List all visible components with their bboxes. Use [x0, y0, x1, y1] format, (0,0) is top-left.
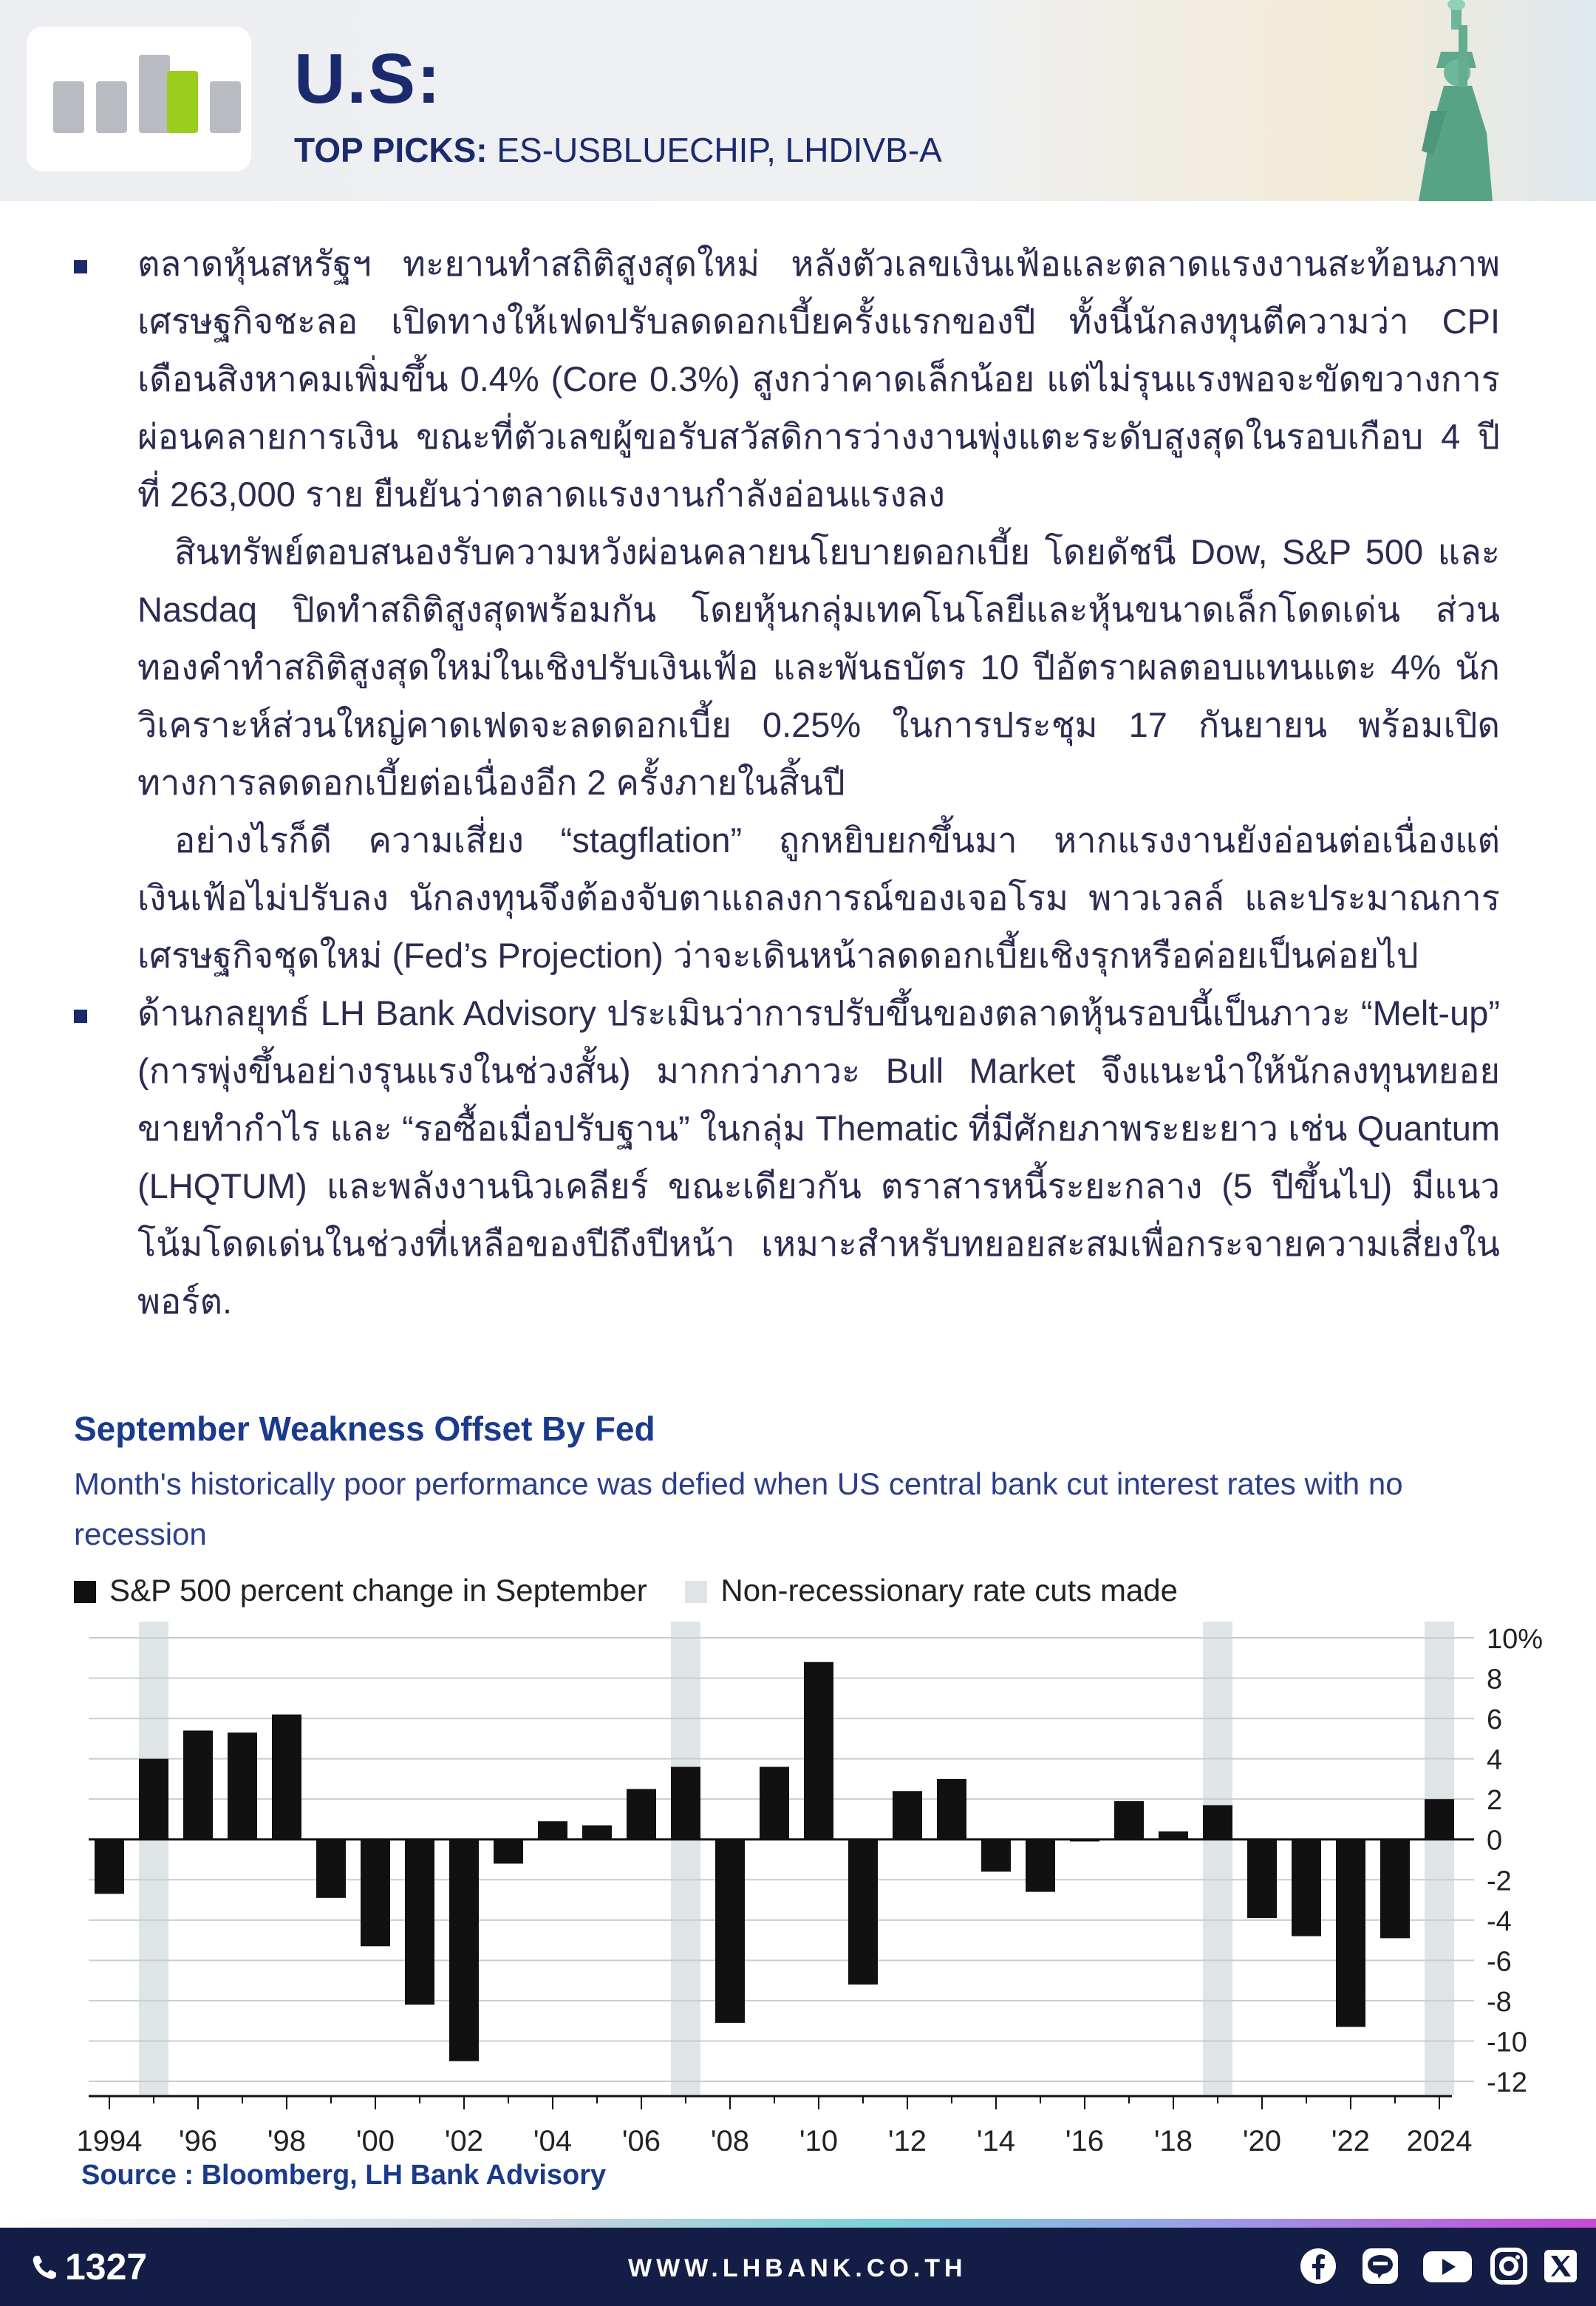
bar-2002 [449, 1840, 479, 2061]
x-tick-label: '14 [976, 2125, 1016, 2151]
y-tick-label: -10 [1487, 2027, 1527, 2058]
x-tick-label: 1994 [76, 2125, 143, 2151]
y-tick-label: 10% [1487, 1624, 1544, 1655]
legend-item-rate-cuts [685, 1573, 1178, 1608]
paragraph-text: ด้านกลยุทธ์ LH Bank Advisory ประเมินว่าการปรับขึ้นของตลาดหุ้นรอบนี้เป็นภาวะ “Melt-up” (การพุ่งขึ้นอย่างรุนแรงในช่วงสั้น) มากกว่าภาวะ Bull Market จึงแนะนำให้นักลงทุนทยอยขายทำกำไร และ “รอซื้อเมื่อปรับฐาน” ในกลุ่ม Thematic ที่มีศักยภาพระยะยาว เช่น Quantum (LHQTUM) และพลังงานนิวเคลียร์ ขณะเดียวกัน ตราสารหนี้ระยะกลาง (5 ปีขึ้นไป) มีแนวโน้มโดดเด่นในช่วงที่เหลือของปีถึงปีหน้า เหมาะสำหรับทยอยสะสมเพื่อกระจายความเสี่ยงในพอร์ต. [137, 993, 1500, 1321]
bar-2023 [1380, 1840, 1410, 1939]
facebook-icon[interactable] [1299, 2247, 1337, 2285]
x-tick-label: '20 [1242, 2125, 1282, 2151]
bar-1997 [228, 1732, 257, 1840]
bar-2007 [671, 1767, 700, 1840]
bar-1999 [316, 1840, 346, 1898]
bar-2000 [361, 1840, 390, 1947]
bar-2010 [804, 1662, 833, 1840]
bar-2012 [893, 1791, 922, 1839]
x-tick-label: '18 [1153, 2125, 1193, 2151]
x-tick-label: '98 [267, 2125, 307, 2151]
bar-2020 [1247, 1840, 1277, 1918]
paragraph-strategy [74, 984, 1500, 1330]
y-tick-label: -2 [1487, 1865, 1512, 1897]
bar-1994 [95, 1840, 124, 1894]
legend-item-sp500 [74, 1573, 647, 1608]
chart-legend [74, 1573, 1207, 1608]
page-subtitle [294, 130, 942, 170]
chart-source: Source : Bloomberg, LH Bank Advisory [81, 2160, 607, 2191]
logo-bar [210, 81, 241, 133]
phone-icon [30, 2253, 59, 2282]
youtube-icon[interactable] [1422, 2247, 1473, 2285]
y-tick-label: -4 [1487, 1905, 1512, 1937]
paragraph-risk: อย่างไรก็ดี ความเสี่ยง “stagflation” ถูกหยิบยกขึ้นมา หากแรงงานยังอ่อนต่อเนื่องแต่เงินเฟ้อไม่ปรับลง นักลงทุนจึงต้องจับตาแถลงการณ์ของเจอโรม พาวเวลล์ และประมาณการเศรษฐกิจชุดใหม่ (Fed’s Projection) ว่าจะเดินหน้าลดดอกเบี้ยเชิงรุกหรือค่อยเป็นค่อยไป [137, 820, 1500, 975]
x-tick-label: 2024 [1406, 2125, 1473, 2151]
chart-title: September Weakness Offset By Fed [74, 1409, 655, 1448]
rate-cut-band [1203, 1622, 1232, 2095]
y-tick-label: 6 [1487, 1704, 1503, 1736]
x-tick-label: '02 [444, 2125, 484, 2151]
logo-bar-accent [167, 71, 198, 133]
bullet-icon [74, 260, 87, 273]
bar-2009 [760, 1767, 789, 1840]
bar-2024 [1425, 1799, 1454, 1840]
bar-2022 [1336, 1840, 1365, 2027]
bullet-icon [74, 1010, 87, 1023]
subtitle-label: TOP PICKS: [294, 131, 488, 169]
header-banner [0, 0, 1596, 201]
bar-1998 [272, 1715, 301, 1840]
x-tick-label: '04 [533, 2125, 573, 2151]
x-tick-label: '10 [799, 2125, 839, 2151]
subtitle-value: ES-USBLUECHIP, LHDIVB-A [487, 131, 942, 169]
article-body [74, 235, 1500, 1330]
y-tick-label: 4 [1487, 1744, 1503, 1776]
instagram-icon[interactable] [1490, 2247, 1528, 2285]
website-link[interactable]: WWW.LHBANK.CO.TH [628, 2254, 967, 2282]
logo-bar [53, 81, 84, 133]
bar-2004 [538, 1821, 567, 1840]
y-tick-label: -6 [1487, 1946, 1512, 1978]
bar-2008 [715, 1840, 745, 2023]
rate-cut-band [671, 1622, 700, 2095]
bar-2005 [582, 1826, 612, 1840]
legend-label: Non-recessionary rate cuts made [720, 1573, 1179, 1608]
bar-2003 [494, 1840, 523, 1864]
y-tick-label: 0 [1487, 1825, 1503, 1857]
y-tick-label: 8 [1487, 1664, 1503, 1696]
y-tick-label: -8 [1487, 1986, 1512, 2018]
y-tick-label: -12 [1487, 2067, 1527, 2098]
bar-2016 [1070, 1840, 1099, 1842]
logo-bar [139, 55, 170, 133]
x-tick-label: '16 [1065, 2125, 1105, 2151]
bar-2018 [1159, 1831, 1188, 1840]
bar-2015 [1026, 1840, 1055, 1892]
rate-cut-band [1425, 1622, 1454, 2095]
x-tick-label: '22 [1331, 2125, 1371, 2151]
bar-2021 [1292, 1840, 1321, 1936]
legend-swatch [685, 1581, 707, 1603]
bar-2014 [981, 1840, 1011, 1872]
line-icon[interactable] [1361, 2247, 1399, 2285]
x-tick-label: '06 [621, 2125, 661, 2151]
x-tick-label: '96 [178, 2125, 218, 2151]
logo [27, 27, 251, 171]
bar-2019 [1203, 1805, 1232, 1839]
bar-2001 [405, 1840, 434, 2005]
page-title: U.S: [294, 39, 442, 118]
phone-number[interactable] [30, 2245, 147, 2288]
x-icon[interactable] [1543, 2247, 1578, 2285]
chart-subtitle: Month's historically poor performance was defied when US central bank cut interest rates with no recession [74, 1466, 1403, 1551]
bar-2017 [1114, 1801, 1144, 1840]
paragraph-assets: สินทรัพย์ตอบสนองรับความหวังผ่อนคลายนโยบายดอกเบี้ย โดยดัชนี Dow, S&P 500 และ Nasdaq ปิดทำสถิติสูงสุดพร้อมกัน โดยหุ้นกลุ่มเทคโนโลยีและหุ้นขนาดเล็กโดดเด่น ส่วนทองคำทำสถิติสูงสุดใหม่ในเชิงปรับเงินเฟ้อ และพันธบัตร 10 ปีอัตราผลตอบแทนแตะ 4% นักวิเคราะห์ส่วนใหญ่คาดเฟดจะลดดอกเบี้ย 0.25% ในการประชุม 17 กันยายน พร้อมเปิดทางการลดดอกเบี้ยต่อเนื่องอีก 2 ครั้งภายในสิ้นปี [137, 532, 1500, 802]
bar-1995 [139, 1759, 168, 1840]
bar-2006 [627, 1789, 656, 1840]
bar-1996 [183, 1730, 213, 1839]
sp500-september-chart [0, 1619, 1596, 2151]
legend-swatch [74, 1581, 96, 1603]
logo-bar [96, 81, 127, 133]
x-tick-label: '12 [887, 2125, 927, 2151]
statue-of-liberty-image [1389, 0, 1537, 201]
paragraph-market [74, 235, 1500, 523]
footer-stripe [0, 2219, 1596, 2228]
x-tick-label: '00 [355, 2125, 395, 2151]
legend-label: S&P 500 percent change in September [109, 1573, 647, 1608]
phone-text: 1327 [65, 2246, 148, 2288]
bar-2011 [848, 1840, 878, 1984]
paragraph-text: ตลาดหุ้นสหรัฐฯ ทะยานทำสถิติสูงสุดใหม่ หลังตัวเลขเงินเฟ้อและตลาดแรงงานสะท้อนภาพเศรษฐกิจชะลอ เปิดทางให้เฟดปรับลดดอกเบี้ยครั้งแรกของปี ทั้งนี้นักลงทุนตีความว่า CPI เดือนสิงหาคมเพิ่มขึ้น 0.4% (Core 0.3%) สูงกว่าคาดเล็กน้อย แต่ไม่รุนแรงพอจะขัดขวางการผ่อนคลายการเงิน ขณะที่ตัวเลขผู้ขอรับสวัสดิการว่างงานพุ่งแตะระดับสูงสุดในรอบเกือบ 4 ปี ที่ 263,000 ราย ยืนยันว่าตลาดแรงงานกำลังอ่อนแรงลง [137, 244, 1500, 514]
x-tick-label: '08 [710, 2125, 750, 2151]
bar-2013 [937, 1779, 966, 1840]
rate-cut-band [139, 1622, 168, 2095]
y-tick-label: 2 [1487, 1785, 1503, 1817]
footer [0, 2228, 1596, 2306]
